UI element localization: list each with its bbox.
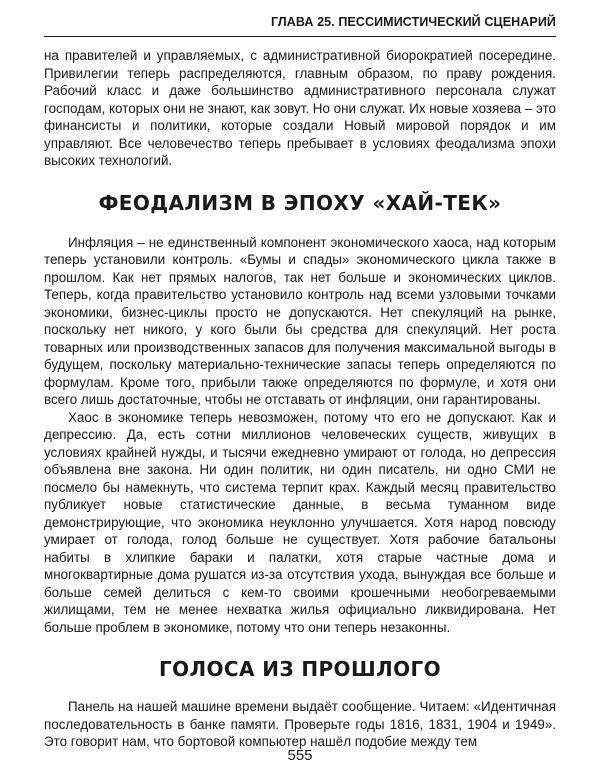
body-paragraph: Хаос в экономике теперь невозможен, потому что его не допускают. Как и депрессию. Да, есть сотни миллионов человеческих существ, живущих в условиях крайней нужды, и тысячи ежедневно умирают от голода, но депрессия объявлена вне закона. Ни один политик, ни один писатель, ни одно СМИ не посмело бы намекнуть, что система терпит крах. Каждый месяц правительство публикует новые статистические данные, в весьма туманном виде демонстрирующие, что экономика неуклонно улучшается. Хотя народ повсюду умирает от голода, голод больше не существует. Хотя рабочие батальоны набиты в хлипкие бараки и палатки, хотя старые частные дома и многоквартирные дома рушатся из-за отсутствия ухода, вынуждая все больше и больше семей делиться с кем-то своими крошечными необогреваемыми жилищами, тем не менее нехватка жилья официально ликвидирована. Нет больше проблем в экономике, потому что они теперь незаконны. [44,409,556,635]
body-paragraph: Панель на нашей машине времени выдаёт сообщение. Читаем: «Идентичная последовательность в банке памяти. Проверьте годы 1816, 1831, 1904 и 1949». Это говорит нам, что бортовой компьютер нашёл подобие между тем [44,699,556,749]
book-page [44,14,556,751]
body-paragraph: Инфляция – не единственный компонент экономического хаоса, над которым теперь установили контроль. «Бумы и спады» экономического цикла также в прошлом. Как нет прямых налогов, так нет больше и экономических циклов. Теперь, когда правительство установило контроль над всеми узловыми точками экономики, бизнес-циклы просто не допускаются. Нет спекуляций на рынке, поскольку нет никого, у кого были бы средства для спекуляций. Нет роста товарных или производственных запасов для получения максимальной выгоды в будущем, поскольку материально-технические запасы теперь определяются по формулам. Кроме того, прибыли также определяются по формуле, и хотя они всего лишь достаточные, чтобы не отставать от инфляции, они гарантированы. [44,234,556,407]
opening-paragraph: на правителей и управляемых, с административной биорократией посередине. Привилегии теперь распределяются, главным образом, по праву рождения. Рабочий класс и даже большинство административного персонала служат господам, которых они не знают, как зовут. Но они служат. Их новые хозяева – это финансисты и политики, которые создали Новый мировой порядок и им управляют. Все человечество теперь пребывает в условиях феодализма эпохи высоких технологий. [44,48,556,168]
page-number: 555 [287,747,313,764]
section-heading-feudalism: ФЕОДАЛИЗМ В ЭПОХУ «ХАЙ-ТЕК» [98,190,502,215]
running-header: ГЛАВА 25. ПЕССИМИСТИЧЕСКИЙ СЦЕНАРИЙ [44,14,556,37]
section-heading-voices-from-past: ГОЛОСА ИЗ ПРОШЛОГО [158,657,442,681]
